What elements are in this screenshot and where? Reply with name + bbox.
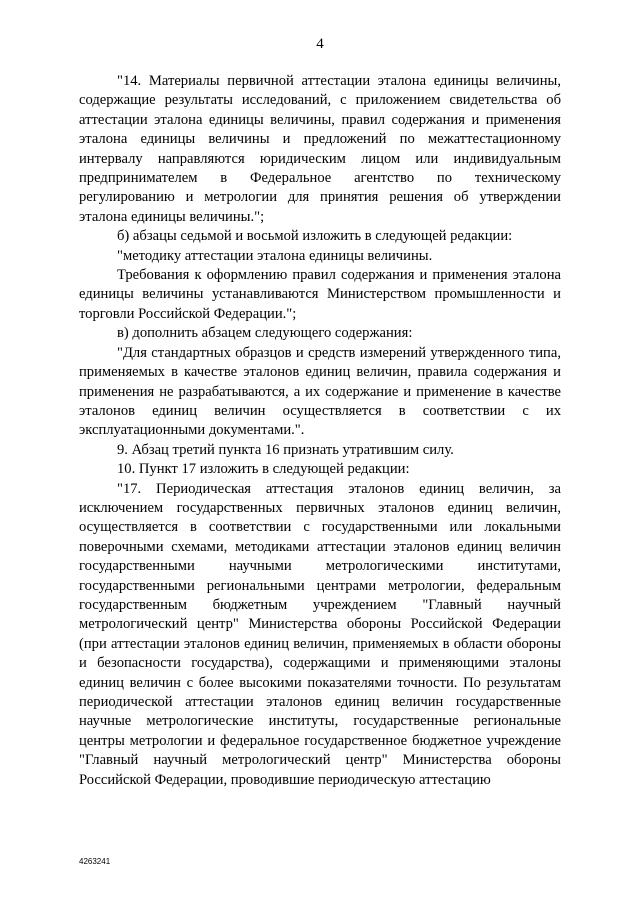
document-body [79, 72, 561, 790]
paragraph-requirements: Требования к оформлению правил содержания и применения эталона единицы величины устанавливаются Министерством промышленности и торговли Российской Федерации."; [79, 267, 561, 322]
page-number: 4 [316, 36, 324, 52]
paragraph-standard-samples: "Для стандартных образцов и средств измерений утвержденного типа, применяемых в качестве эталонов единиц величин, правила содержания и применения не разрабатываются, а их содержание и применение в качестве эталонов единиц величин осуществляется в соответствии с их эксплуатационными документами.". [79, 344, 561, 439]
paragraph-methodology: "методику аттестации эталона единицы величины. [117, 247, 433, 264]
paragraph-item-10: 10. Пункт 17 изложить в следующей редакции: [117, 461, 410, 478]
paragraph-item-9: 9. Абзац третий пункта 16 признать утратившим силу. [117, 441, 454, 458]
paragraph-item-14: "14. Материалы первичной аттестации эталона единицы величины, содержащие результаты исследований, с приложением свидетельства об аттестации эталона единицы величины, правил содержания и применения эталона единицы величины и предложений по межаттестационному интервалу направляются юридическим лицом или индивидуальным предпринимателем в Федеральное агентство по техническому регулированию и метрологии для принятия решения об утверждении эталона единицы величины."; [79, 73, 561, 225]
paragraph-subitem-v: в) дополнить абзацем следующего содержания: [117, 325, 413, 342]
document-code: 4263241 [79, 857, 111, 866]
paragraph-item-17: "17. Периодическая аттестация эталонов единиц величин, за исключением государственных первичных эталонов единиц величин, осуществляется в соответствии с государственными или локальными поверочными схемами, методиками аттестации эталонов единиц величин государственными научными метрологическими институтами, государственными региональными центрами метрологии, федеральным государственным бюджетным учреждением "Главный научный метрологический центр" Министерства обороны Российской Федерации (при аттестации эталонов единиц величин, применяемых в области обороны и безопасности государства), содержащими и применяющими эталоны единиц величин с более высокими показателями точности. По результатам периодической аттестации эталонов единиц величин государственные научные метрологические институты, государственные региональные центры метрологии и федеральное государственное бюджетное учреждение "Главный научный метрологический центр" Министерства обороны Российской Федерации, проводившие периодическую аттестацию [79, 480, 561, 788]
paragraph-subitem-b: б) абзацы седьмой и восьмой изложить в следующей редакции: [117, 228, 513, 245]
